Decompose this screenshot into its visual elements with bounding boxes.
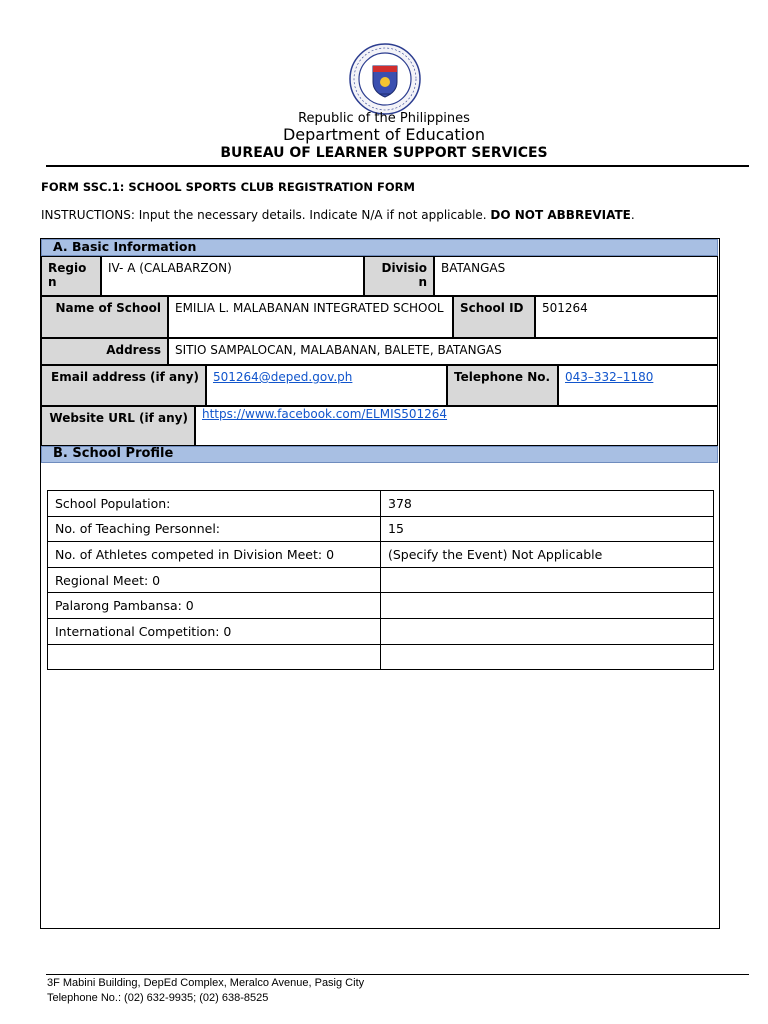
profile-value[interactable] bbox=[381, 593, 714, 619]
profile-field[interactable]: International Competition: 0 bbox=[48, 618, 381, 644]
footer-telephone: Telephone No.: (02) 632-9935; (02) 638-8525 bbox=[47, 992, 269, 1004]
profile-field[interactable]: School Population: bbox=[48, 491, 381, 517]
school-id-value[interactable]: 501264 bbox=[535, 296, 718, 338]
school-name-label: Name of School bbox=[41, 296, 168, 338]
footer-address: 3F Mabini Building, DepEd Complex, Meralco Avenue, Pasig City bbox=[47, 977, 365, 989]
deped-seal-logo bbox=[348, 42, 422, 116]
profile-row bbox=[48, 567, 714, 593]
telephone-cell bbox=[558, 365, 718, 406]
profile-row bbox=[48, 542, 714, 568]
section-a-header: A. Basic Information bbox=[41, 239, 718, 256]
telephone-label: Telephone No. bbox=[447, 365, 558, 406]
region-label: Regio n bbox=[41, 256, 101, 296]
telephone-link[interactable]: 043–332–1180 bbox=[565, 370, 654, 384]
profile-field[interactable]: No. of Athletes competed in Division Meet: 0 bbox=[48, 542, 381, 568]
profile-field[interactable]: Regional Meet: 0 bbox=[48, 567, 381, 593]
address-value[interactable]: SITIO SAMPALOCAN, MALABANAN, BALETE, BATANGAS bbox=[168, 338, 718, 365]
email-cell bbox=[206, 365, 447, 406]
website-cell bbox=[195, 406, 718, 446]
department-heading: Department of Education bbox=[282, 125, 486, 144]
republic-heading: Republic of the Philippines bbox=[298, 111, 470, 126]
section-b-header: B. School Profile bbox=[41, 446, 718, 463]
profile-value[interactable]: 15 bbox=[381, 516, 714, 542]
email-label: Email address (if any) bbox=[41, 365, 206, 406]
profile-row bbox=[48, 516, 714, 542]
header-divider bbox=[46, 165, 749, 167]
profile-value[interactable] bbox=[381, 567, 714, 593]
email-link[interactable]: 501264@deped.gov.ph bbox=[213, 370, 353, 384]
bureau-heading: BUREAU OF LEARNER SUPPORT SERVICES bbox=[220, 145, 548, 161]
profile-field[interactable]: Palarong Pambansa: 0 bbox=[48, 593, 381, 619]
profile-value[interactable]: 378 bbox=[381, 491, 714, 517]
school-profile-table bbox=[47, 490, 714, 670]
instructions: INSTRUCTIONS: Input the necessary details. Indicate N/A if not applicable. DO NOT ABBREVIATE. bbox=[41, 208, 635, 222]
address-label: Address bbox=[41, 338, 168, 365]
profile-field[interactable] bbox=[48, 644, 381, 670]
profile-row bbox=[48, 491, 714, 517]
profile-value[interactable] bbox=[381, 644, 714, 670]
footer-divider bbox=[46, 974, 749, 975]
instructions-emphasis: DO NOT ABBREVIATE bbox=[490, 208, 631, 222]
website-label: Website URL (if any) bbox=[41, 406, 195, 446]
form-title: FORM SSC.1: SCHOOL SPORTS CLUB REGISTRATION FORM bbox=[41, 180, 415, 194]
profile-row bbox=[48, 644, 714, 670]
website-link[interactable]: https://www.facebook.com/ELMIS501264 bbox=[202, 407, 448, 421]
profile-field[interactable]: No. of Teaching Personnel: bbox=[48, 516, 381, 542]
school-id-label: School ID bbox=[453, 296, 535, 338]
school-name-value[interactable]: EMILIA L. MALABANAN INTEGRATED SCHOOL bbox=[168, 296, 453, 338]
profile-value[interactable]: (Specify the Event) Not Applicable bbox=[381, 542, 714, 568]
division-value[interactable]: BATANGAS bbox=[434, 256, 718, 296]
profile-row bbox=[48, 593, 714, 619]
profile-value[interactable] bbox=[381, 618, 714, 644]
region-value[interactable]: IV- A (CALABARZON) bbox=[101, 256, 364, 296]
division-label: Divisio n bbox=[364, 256, 434, 296]
profile-row bbox=[48, 618, 714, 644]
